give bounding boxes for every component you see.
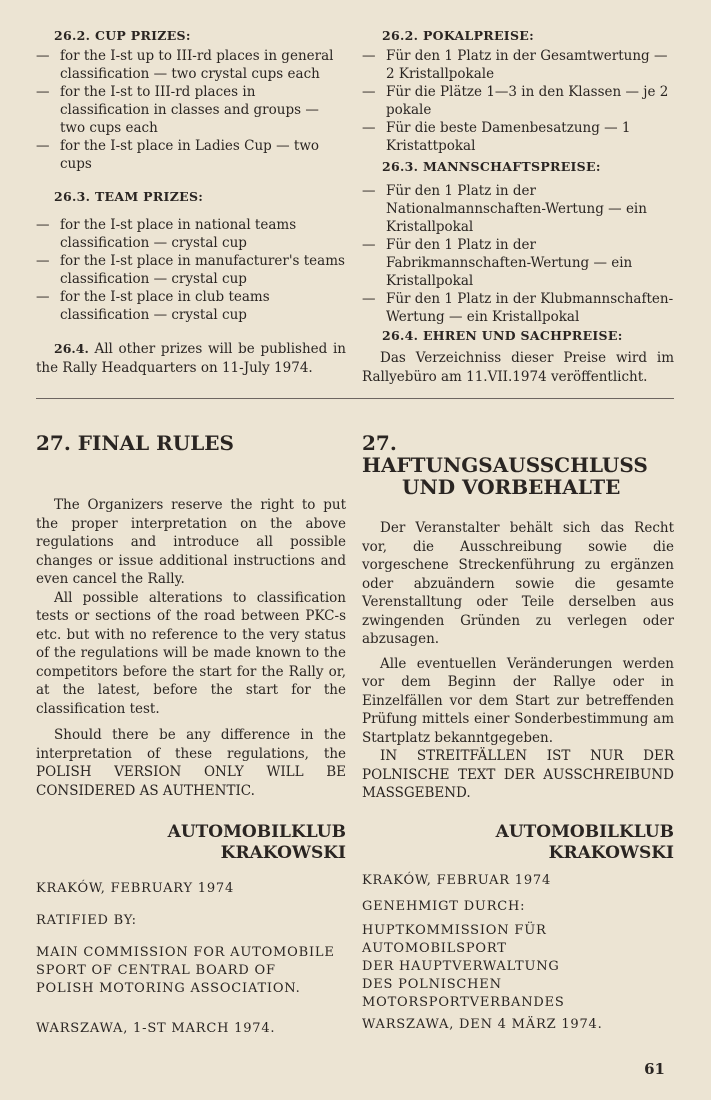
team-prizes-heading: 26.3. TEAM PRIZES: <box>54 189 204 204</box>
mannschaftspreise-heading: 26.3. MANNSCHAFTSPREISE: <box>382 159 601 174</box>
list-item: — for the I-st up to III-rd places in general classification — two crystal cups each <box>36 48 334 82</box>
list-item: — Für den 1 Platz in der Klubmannschaften-Wertung — ein Kristallpokal <box>362 291 674 325</box>
mannschaftspreise-list <box>362 182 674 326</box>
ehrenpreise-heading: 26.4. EHREN UND SACHPREISE: <box>382 328 623 343</box>
cup-prizes-heading: 26.2. CUP PRIZES: <box>54 28 191 43</box>
list-item: — for the I-st place in Ladies Cup — two cups <box>36 138 319 172</box>
club-name-line-2: KRAKOWSKI <box>548 843 674 863</box>
pokalpreise-heading: 26.2. POKALPREISE: <box>382 28 535 43</box>
haftung-paragraph-2: Alle eventuellen Veränderungen werden vor dem Beginn der Rallye oder in Einzelfällen vor dem Start zur betreffenden Prüfung mittels einer Sonderbestimmung am Startplatz bekanntgegeben. <box>362 655 674 746</box>
haftung-paragraph-1: Der Veranstalter behält sich das Recht vor, die Ausschreibung sowie die vorgeschene Streckenführung zu ergänzen oder abzuändern sowie die gesamte Verenstalltung oder Teile derselben aus zwingenden Gründen zu verlegen oder abzusagen. <box>362 520 674 647</box>
left-prizes <box>36 28 346 377</box>
final-rules-paragraph-1: The Organizers reserve the right to put the proper interpretation on the above regulations and introduce all possible changes or issue additional instructions and even cancel the Rally. <box>36 497 346 587</box>
final-rules-paragraph-2: All possible alterations to classification tests or sections of the road between PKC-s etc. but with no reference to the very status of the regulations will be made known to the competitors before the start for the Rally or, at the latest, before the start for the classification test. <box>36 589 346 717</box>
club-name-line-1: AUTOMOBILKLUB <box>167 822 346 842</box>
cup-prizes-list <box>36 47 346 173</box>
commission-text: HUPTKOMMISSION FÜR AUTOMOBILSPORT DER HAUPTVERWALTUNG DES POLNISCHEN MOTORSPORTVERBANDES <box>362 923 565 1010</box>
warsaw-date: WARSZAWA, 1-ST MARCH 1974. <box>36 1021 276 1036</box>
list-item: — Für den 1 Platz in der Fabrikmannschaften-Wertung — ein Kristallpokal <box>362 237 633 289</box>
section-divider <box>36 398 674 399</box>
date-line: KRAKÓW, FEBRUAR 1974 <box>362 873 552 888</box>
final-rules-left <box>36 432 346 800</box>
pokalpreise-list <box>362 47 674 155</box>
page-number: 61 <box>644 1060 665 1078</box>
list-item: — for the I-st place in club teams classification — crystal cup <box>36 289 270 323</box>
date-line: KRAKÓW, FEBRUARY 1974 <box>36 881 235 896</box>
list-item: — Für die beste Damenbesatzung — 1 Kristattpokal <box>362 120 631 154</box>
list-item: — Für den 1 Platz in der Nationalmannschaften-Wertung — ein Kristallpokal <box>362 183 647 235</box>
signature-block-right <box>362 822 674 1034</box>
ehrenpreise-text: Das Verzeichniss dieser Preise wird im Rallyebüro am 11.VII.1974 veröffentlicht. <box>362 350 674 385</box>
club-name-line-2: KRAKOWSKI <box>220 843 346 863</box>
list-item: — Für den 1 Platz in der Gesamtwertung — 2 Kristallpokale <box>362 48 668 82</box>
commission-text: MAIN COMMISSION FOR AUTOMOBILE SPORT OF CENTRAL BOARD OF POLISH MOTORING ASSOCIATION. <box>36 945 335 996</box>
ratified-label: GENEHMIGT DURCH: <box>362 899 526 914</box>
list-item: — for the I-st place in national teams classification — crystal cup <box>36 217 297 251</box>
ratified-label: RATIFIED BY: <box>36 913 137 928</box>
final-rules-right <box>362 432 674 803</box>
list-item: — Für die Plätze 1—3 in den Klassen — je 2 pokale <box>362 84 669 118</box>
signature-block-left <box>36 822 346 1038</box>
final-rules-title: 27. FINAL RULES <box>36 431 234 455</box>
team-prizes-list <box>36 216 346 324</box>
club-name-line-1: AUTOMOBILKLUB <box>495 822 674 842</box>
right-prizes <box>362 28 674 386</box>
haftung-title: 27. HAFTUNGSAUSSCHLUSS UND VORBEHALTE <box>362 431 648 499</box>
other-prizes-text: 26.4. All other prizes will be published in the Rally Headquarters on 11-July 1974. <box>36 341 346 376</box>
haftung-paragraph-3: IN STREITFÄLLEN IST NUR DER POLNISCHE TEXT DER AUSSCHREIBUND MASSGEBEND. <box>362 748 674 801</box>
list-item: — for the I-st place in manufacturer's teams classification — crystal cup <box>36 253 345 287</box>
list-item: — for the I-st to III-rd places in classification in classes and groups — two cups each <box>36 84 319 136</box>
warsaw-date: WARSZAWA, DEN 4 MÄRZ 1974. <box>362 1017 603 1032</box>
final-rules-paragraph-3: Should there be any difference in the interpretation of these regulations, the POLISH VERSION ONLY WILL BE CONSIDERED AS AUTHENTIC. <box>36 727 346 799</box>
